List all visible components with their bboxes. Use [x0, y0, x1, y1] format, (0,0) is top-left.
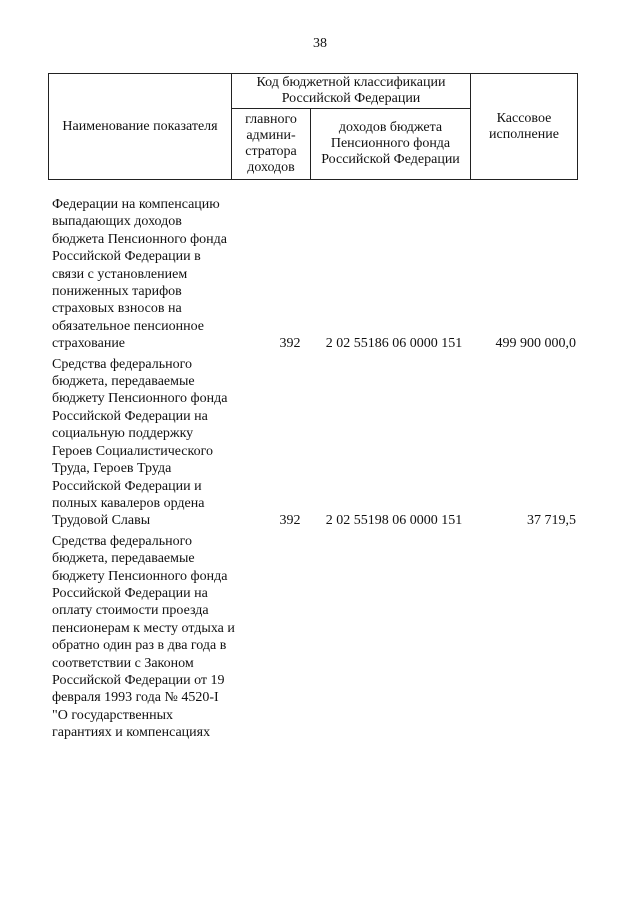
page-number: 38 — [313, 36, 327, 51]
row-admin-code: 392 — [279, 336, 301, 352]
header-budget-code-group — [231, 73, 471, 109]
row-indicator-name: Средства федерального бюджета, передаваемые бюджету Пенсионного фонда Российской Федерации на оплату стоимости проезда пенсионерам к месту отдыха и обратно один раз в два года в соответствии с Законом Российской Федерации от 19 февраля 1993 года № 4520-I "О государственных гарантиях и компенсациях — [52, 533, 235, 741]
header-indicator-name — [48, 73, 232, 180]
row-amount: 37 719,5 — [527, 513, 576, 529]
table-row — [52, 533, 236, 742]
header-cash-execution-text: Кассовое исполнение — [489, 110, 559, 142]
row-revenue-code: 2 02 55198 06 0000 151 — [325, 513, 463, 529]
header-revenue-code-text: доходов бюджета Пенсионного фонда Российской Федерации — [321, 120, 460, 167]
table-row — [52, 196, 576, 353]
header-admin-code — [231, 108, 311, 180]
row-indicator-name: Федерации на компенсацию выпадающих доходов бюджета Пенсионного фонда Российской Федерации в связи с установлением пониженных тарифов страховых взносов на обязательное пенсионное страхование — [52, 197, 227, 352]
header-admin-code-text: главного админи-стратора доходов — [245, 112, 297, 175]
header-indicator-name-text: Наименование показателя — [62, 118, 218, 134]
row-admin-code: 392 — [279, 513, 301, 529]
table-row — [52, 356, 576, 530]
row-indicator-name: Средства федерального бюджета, передаваемые бюджету Пенсионного фонда Российской Федерации на социальную поддержку Героев Социалистического Труда, Героев Труда Российской Федерации и полных кавалеров ордена Трудовой Славы — [52, 356, 228, 529]
row-revenue-code: 2 02 55186 06 0000 151 — [325, 336, 463, 352]
table-body — [52, 196, 576, 742]
row-amount: 499 900 000,0 — [495, 336, 576, 352]
header-cash-execution — [470, 73, 578, 180]
header-budget-code-group-text: Код бюджетной классификации Российской Федерации — [256, 75, 446, 106]
header-revenue-code — [310, 108, 471, 180]
